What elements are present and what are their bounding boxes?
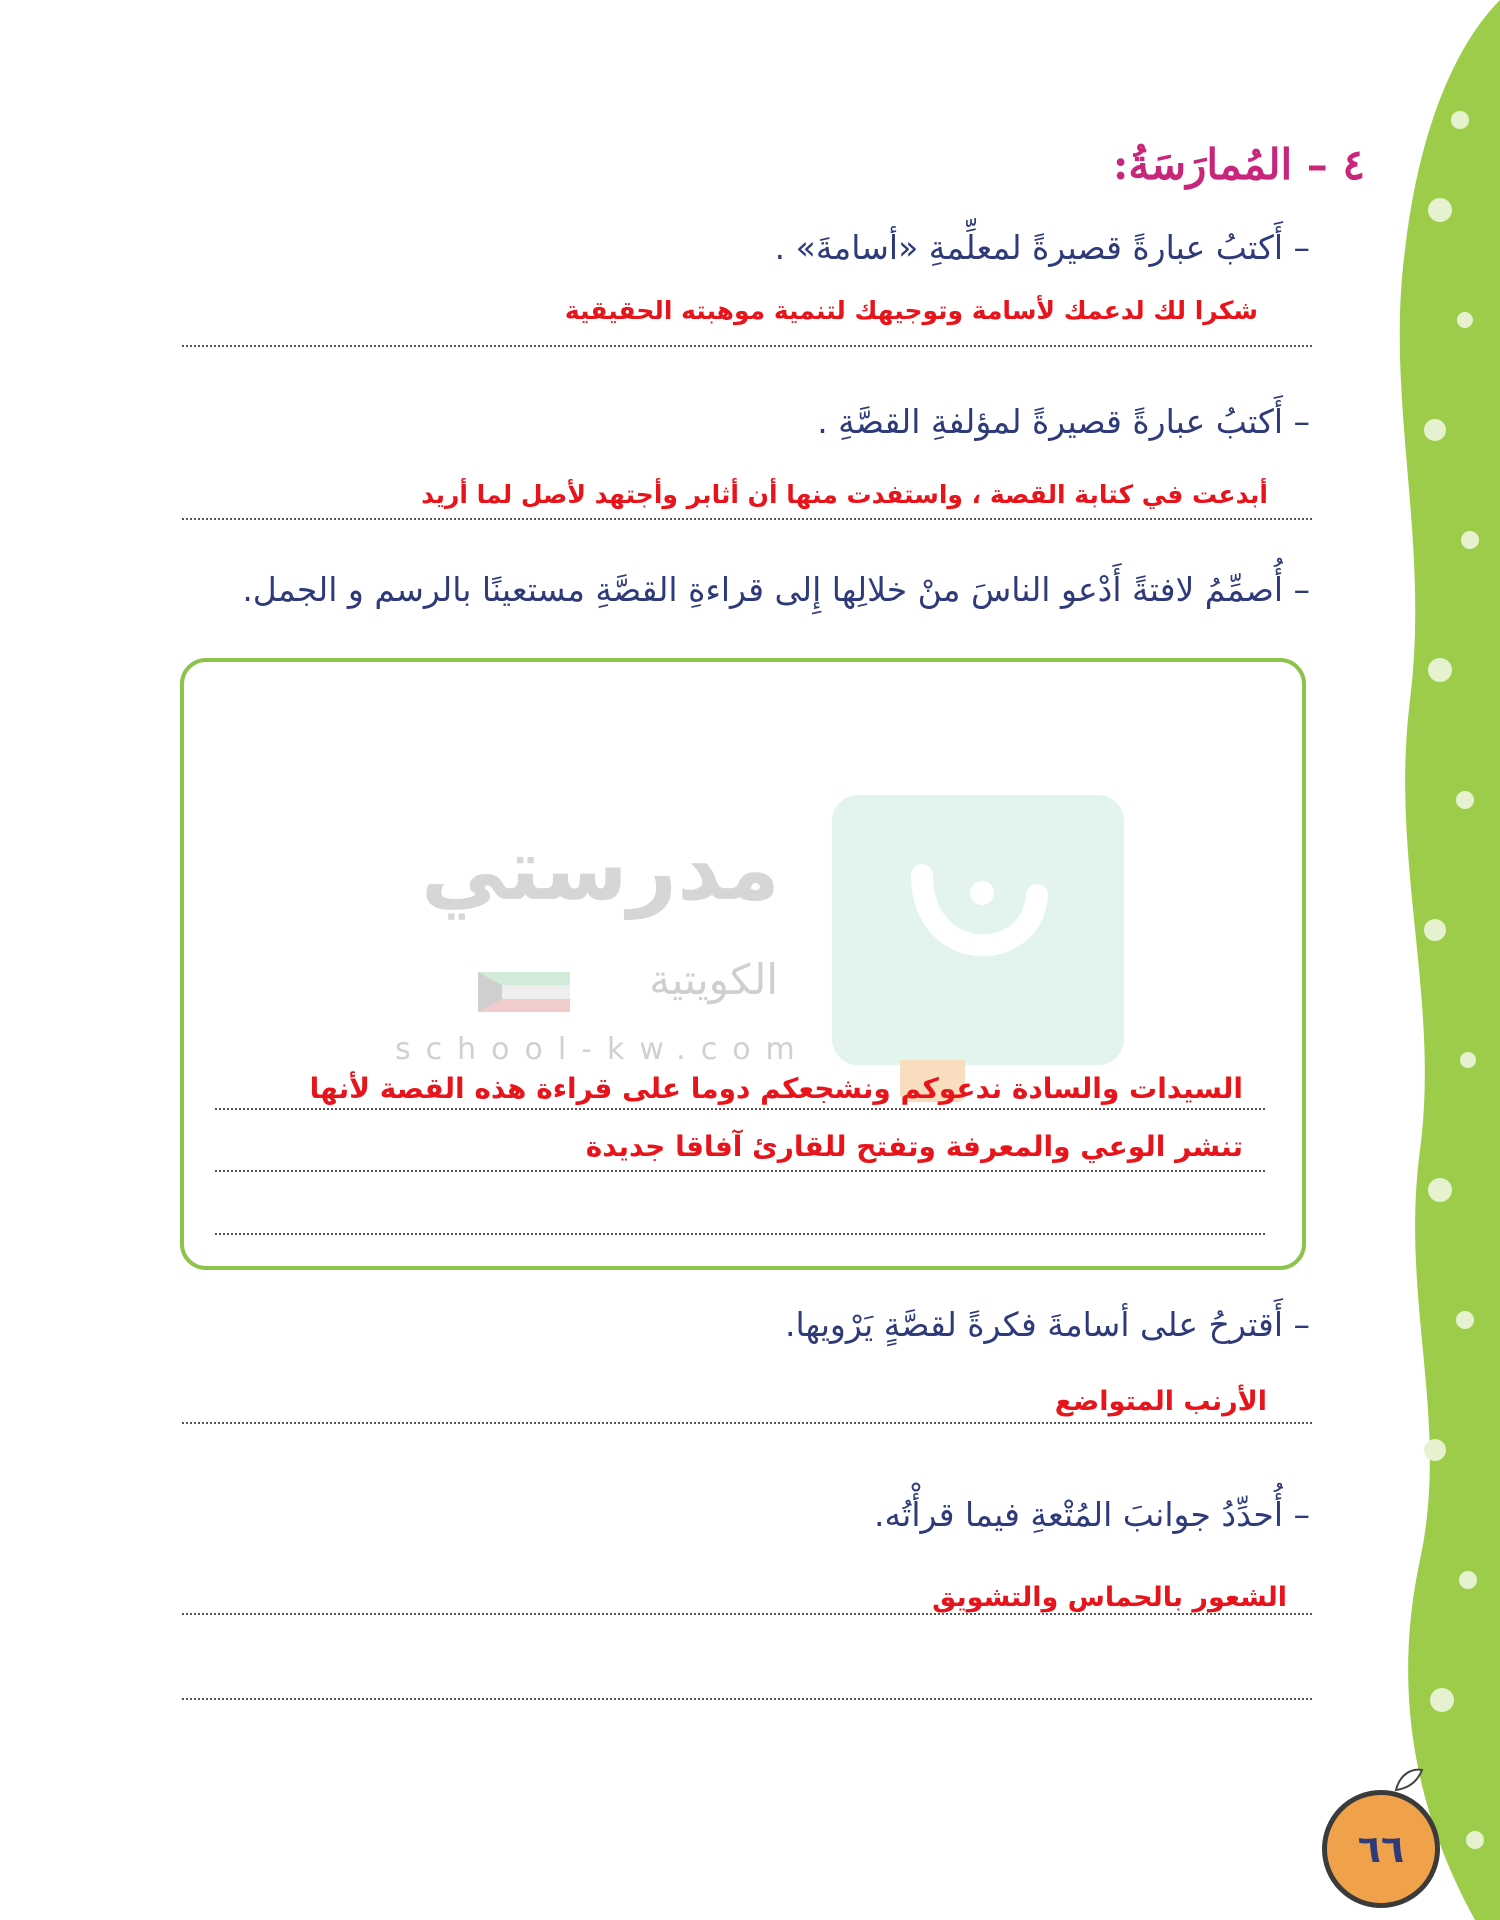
section-title: ٤ – المُمارَسَةُ:	[1112, 140, 1365, 189]
question-2-prompt: – أَكتبُ عبارةً قصيرةً لمؤلفةِ القصَّةِ .	[817, 402, 1310, 441]
page-number: ٦٦	[1322, 1790, 1440, 1908]
poster-line	[215, 1170, 1265, 1172]
question-1-answer: شكرا لك لدعمك لأسامة وتوجيهك لتنمية موهبته الحقيقية	[564, 296, 1258, 325]
answer-line	[182, 1698, 1312, 1700]
watermark-url: school-kw.com	[395, 1032, 810, 1067]
kuwait-flag-icon	[478, 972, 570, 1012]
poster-line	[215, 1233, 1265, 1235]
answer-line	[182, 345, 1312, 347]
question-4-answer: الأرنب المتواضع	[1054, 1386, 1267, 1417]
question-3-prompt: – أُصمِّمُ لافتةً أَدْعو الناسَ منْ خلالِها إِلى قراءةِ القصَّةِ مستعينًا بالرسم و الجمل.	[242, 570, 1310, 609]
question-4-prompt: – أَقترحُ على أسامةَ فكرةً لقصَّةٍ يَرْويها.	[784, 1305, 1310, 1344]
question-2-answer: أبدعت في كتابة القصة ، واستفدت منها أن أثابر وأجتهد لأصل لما أريد	[421, 480, 1268, 509]
decorative-side-band	[1380, 0, 1500, 1920]
poster-text-line-1: السيدات والسادة ندعوكم ونشجعكم دوما على قراءة هذه القصة لأنها	[309, 1072, 1243, 1105]
poster-line	[215, 1108, 1265, 1110]
answer-line	[182, 1422, 1312, 1424]
answer-line	[182, 518, 1312, 520]
watermark-logo-icon	[832, 795, 1124, 1065]
question-5-prompt: – أُحدِّدُ جوانبَ المُتْعةِ فيما قرأْتُه.	[874, 1495, 1310, 1534]
poster-text-line-2: تنشر الوعي والمعرفة وتفتح للقارئ آفاقا جديدة	[585, 1130, 1243, 1163]
answer-line	[182, 1613, 1312, 1615]
question-5-answer: الشعور بالحماس والتشويق	[932, 1582, 1287, 1613]
watermark-name: مدرستي	[420, 820, 780, 920]
watermark-country: الكويتية	[649, 955, 778, 1004]
question-1-prompt: – أَكتبُ عبارةً قصيرةً لمعلِّمةِ «أسامةَ» .	[774, 228, 1310, 267]
